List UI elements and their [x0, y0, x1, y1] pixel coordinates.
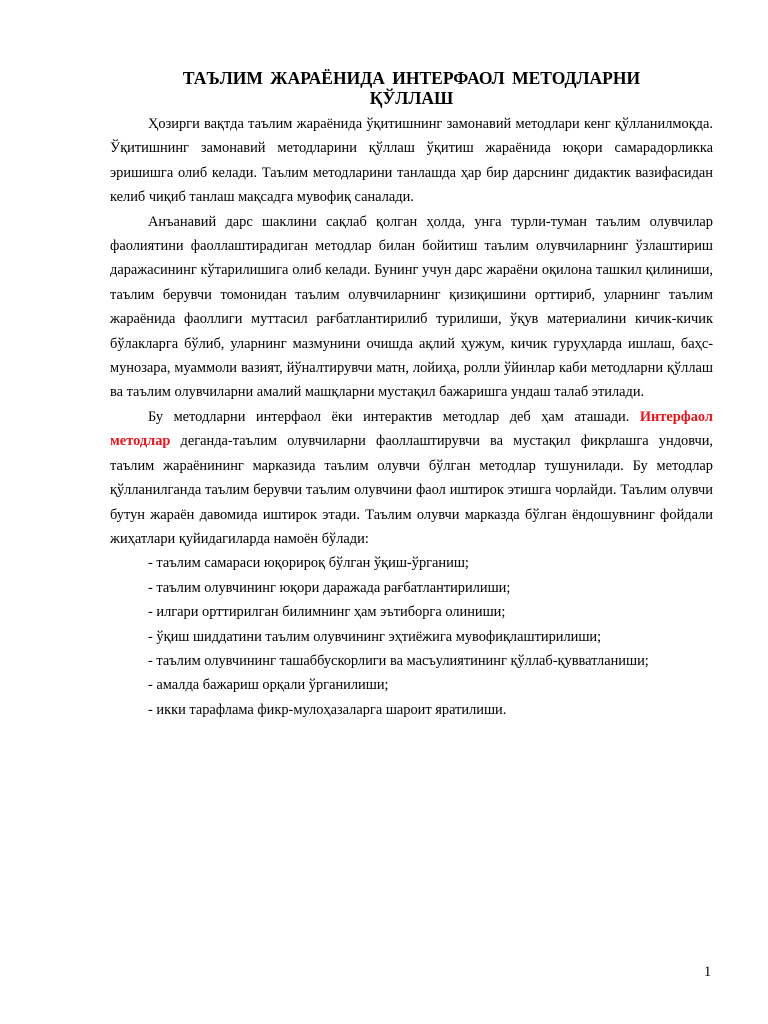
list-item: - ўқиш шиддатини таълим олувчининг эҳтиёжига мувофиқлаштирилиши;: [148, 628, 602, 645]
list-item: - таълим олувчининг ташаббускорлиги ва масъулиятининг қўллаб-қувватланиши;: [148, 652, 649, 669]
benefits-list: [110, 551, 713, 722]
paragraph-1: Ҳозирги вақтда таълим жараёнида ўқитишнинг замонавий методлари кенг қўлланилмоқда. Ўқитишнинг замонавий методларини қўллаш ўқитиш жараёнида юқори самарадорликка эришишга олиб келади. Таълим методларини танлашда ҳар бир дарснинг дидактик вазифасидан келиб чиқиб танлаш мақсадга мувофиқ саналади.: [110, 116, 713, 206]
highlighted-term: Интерфаол методлар: [110, 408, 713, 450]
list-item: - амалда бажариш орқали ўрганилиши;: [148, 677, 389, 694]
title-line-2: ҚЎЛЛАШ: [369, 88, 454, 108]
list-item: - таълим олувчининг юқори даражада рағбатлантирилиши;: [148, 579, 511, 596]
list-item: - таълим самараси юқорироқ бўлган ўқиш-ўрганиш;: [148, 555, 469, 572]
document-page: [110, 68, 713, 722]
document-title: [110, 68, 713, 108]
page-number: 1: [704, 964, 712, 980]
paragraph-3-body: деганда-таълим олувчиларни фаоллаштирувчи ва мустақил фикрлашга ундовчи, таълим жараёнининг марказида таълим олувчи бўлган методлар тушунилади. Бу методлар қўлланилганда таълим берувчи таълим олувчини фаол иштирок этишга чорлайди. Таълим олувчи бутун жараён давомида иштирок этади. Таълим олувчи марказда бўлган ёндошувнинг фойдали жиҳатлари қуйидагиларда намоён бўлади:: [110, 433, 713, 547]
title-line-1: ТАЪЛИМ ЖАРАЁНИДА ИНТЕРФАОЛ МЕТОДЛАРНИ: [182, 68, 641, 88]
list-item: - икки тарафлама фикр-мулоҳазаларга шароит яратилиши.: [148, 701, 507, 718]
paragraph-3-intro: Бу методларни интерфаол ёки интерактив методлар деб ҳам аташади.: [148, 408, 640, 425]
paragraph-2: Анъанавий дарс шаклини сақлаб қолган ҳолда, унга турли-туман таълим олувчилар фаолиятини фаоллаштирадиган методлар билан бойитиш таълим олувчиларнинг ўзлаштириш даражасининг кўтарилишига олиб келади. Бунинг учун дарс жараёни оқилона ташкил қилиниши, таълим берувчи томонидан таълим олувчиларнинг қизиқишини орттириб, уларнинг таълим жараёнида фаоллиги муттасил рағбатлантирилиб турилиши, ўқув материалини кичик-кичик бўлакларга бўлиб, уларнинг мазмунини очишда ақлий ҳужум, кичик гуруҳларда ишлаш, баҳс-мунозара, муаммоли вазият, йўналтирувчи матн, лойиҳа, ролли ўйинлар каби методларни қўллаш ва таълим олувчиларни амалий машқларни мустақил бажаришга ундаш талаб этилади.: [110, 213, 713, 401]
paragraph-3: [110, 405, 713, 551]
list-item: - илгари орттирилган билимнинг ҳам эътиборга олиниши;: [148, 604, 506, 621]
